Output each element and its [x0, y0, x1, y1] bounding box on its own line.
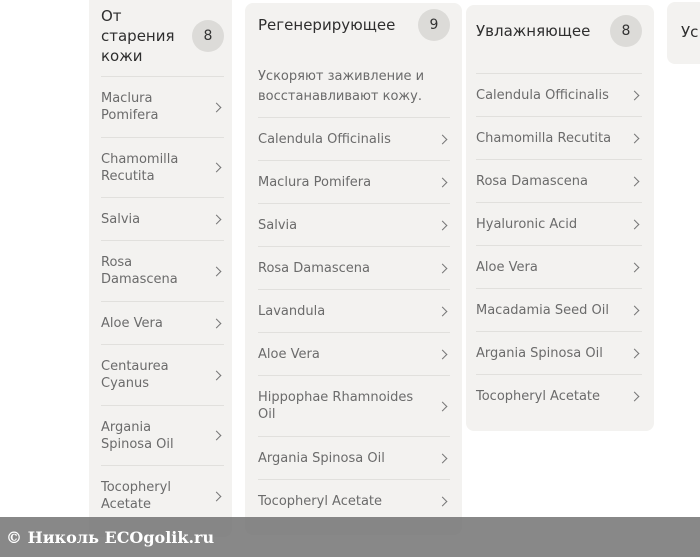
item-label: Aloe Vera: [101, 315, 163, 331]
item-label: Aloe Vera: [258, 346, 320, 362]
item-label: Chamomilla Recutita: [101, 151, 179, 184]
category-card-partial: [667, 2, 700, 64]
list-item[interactable]: [476, 116, 642, 159]
chevron-right-icon: [630, 348, 640, 358]
card-header: [258, 3, 450, 47]
category-card-anti-aging: [89, 0, 232, 537]
item-label: Aloe Vera: [476, 259, 538, 275]
chevron-right-icon: [212, 214, 222, 224]
ingredient-list: [476, 73, 642, 417]
item-label: Calendula Officinalis: [258, 131, 391, 147]
watermark-bar: [0, 517, 700, 557]
chevron-right-icon: [438, 401, 448, 411]
list-item[interactable]: [476, 245, 642, 288]
list-item[interactable]: [258, 203, 450, 246]
list-item[interactable]: [258, 375, 450, 436]
list-item[interactable]: [258, 246, 450, 289]
chevron-right-icon: [438, 496, 448, 506]
item-label: Tocopheryl Acetate: [476, 388, 601, 404]
chevron-right-icon: [630, 219, 640, 229]
card-title: От старения кожи: [101, 7, 175, 65]
count-badge: 9: [418, 9, 450, 41]
chevron-right-icon: [438, 134, 448, 144]
item-label: Salvia: [258, 217, 298, 233]
item-label: Centaurea Cyanus: [101, 359, 169, 391]
item-label: Rosa Damascena: [101, 255, 178, 287]
chevron-right-icon: [630, 176, 640, 186]
list-item[interactable]: [476, 202, 642, 245]
category-card-regenerating: [245, 3, 462, 535]
chevron-right-icon: [630, 391, 640, 401]
item-label: Lavandula: [258, 303, 326, 319]
chevron-right-icon: [212, 163, 222, 173]
chevron-right-icon: [212, 370, 222, 380]
card-title: Регенерирующее: [258, 16, 396, 34]
item-label: Salvia: [101, 211, 141, 227]
list-item[interactable]: [258, 479, 450, 522]
chevron-right-icon: [438, 453, 448, 463]
list-item[interactable]: [476, 288, 642, 331]
card-title: Увлажняющее: [476, 22, 591, 40]
list-item[interactable]: [476, 73, 642, 116]
list-item[interactable]: [476, 374, 642, 417]
item-label: Hippophae Rhamnoides Oil: [258, 390, 414, 422]
list-item[interactable]: [258, 160, 450, 203]
chevron-right-icon: [212, 266, 222, 276]
count-badge: 8: [192, 20, 224, 52]
item-label: Rosa Damascena: [258, 260, 371, 276]
ingredient-list: [258, 117, 450, 522]
chevron-right-icon: [212, 318, 222, 328]
list-item[interactable]: [258, 117, 450, 160]
card-header: [101, 0, 224, 76]
card-header: [476, 5, 642, 57]
list-item[interactable]: [101, 197, 224, 240]
chevron-right-icon: [212, 431, 222, 441]
chevron-right-icon: [438, 263, 448, 273]
item-label: Maclura Pomifera: [258, 174, 372, 190]
chevron-right-icon: [212, 491, 222, 501]
chevron-right-icon: [438, 220, 448, 230]
chevron-right-icon: [438, 306, 448, 316]
list-item[interactable]: [101, 137, 224, 197]
chevron-right-icon: [630, 90, 640, 100]
chevron-right-icon: [630, 305, 640, 315]
chevron-right-icon: [212, 102, 222, 112]
item-label: Tocopheryl Acetate: [258, 493, 383, 509]
list-item[interactable]: [101, 76, 224, 137]
item-label: Tocopheryl Acetate: [101, 480, 171, 512]
item-label: Hyaluronic Acid: [476, 216, 578, 232]
list-item[interactable]: [258, 332, 450, 375]
item-label: Argania Spinosa Oil: [258, 450, 385, 466]
item-label: Maclura Pomifera: [101, 91, 159, 123]
item-label: Chamomilla Recutita: [476, 130, 612, 146]
item-label: Argania Spinosa Oil: [476, 345, 603, 361]
item-label: Argania Spinosa Oil: [101, 419, 174, 452]
count-badge: 8: [610, 15, 642, 47]
list-item[interactable]: [258, 289, 450, 332]
item-label: Rosa Damascena: [476, 173, 589, 189]
card-title: Ус: [681, 23, 699, 41]
list-item[interactable]: [101, 405, 224, 465]
list-item[interactable]: [258, 436, 450, 479]
chevron-right-icon: [630, 133, 640, 143]
item-label: Calendula Officinalis: [476, 87, 609, 103]
list-item[interactable]: [101, 240, 224, 301]
list-item[interactable]: [476, 331, 642, 374]
category-card-moisturizing: [466, 5, 654, 431]
list-item[interactable]: [476, 159, 642, 202]
watermark-text: © Николь ECOgolik.ru: [6, 527, 215, 547]
chevron-right-icon: [630, 262, 640, 272]
list-item[interactable]: [101, 344, 224, 405]
item-label: Macadamia Seed Oil: [476, 302, 609, 318]
card-description: Ускоряют заживление и восстанавливают кожу.: [258, 69, 425, 104]
list-item[interactable]: [101, 301, 224, 344]
chevron-right-icon: [438, 349, 448, 359]
ingredient-list: [101, 76, 224, 526]
chevron-right-icon: [438, 177, 448, 187]
